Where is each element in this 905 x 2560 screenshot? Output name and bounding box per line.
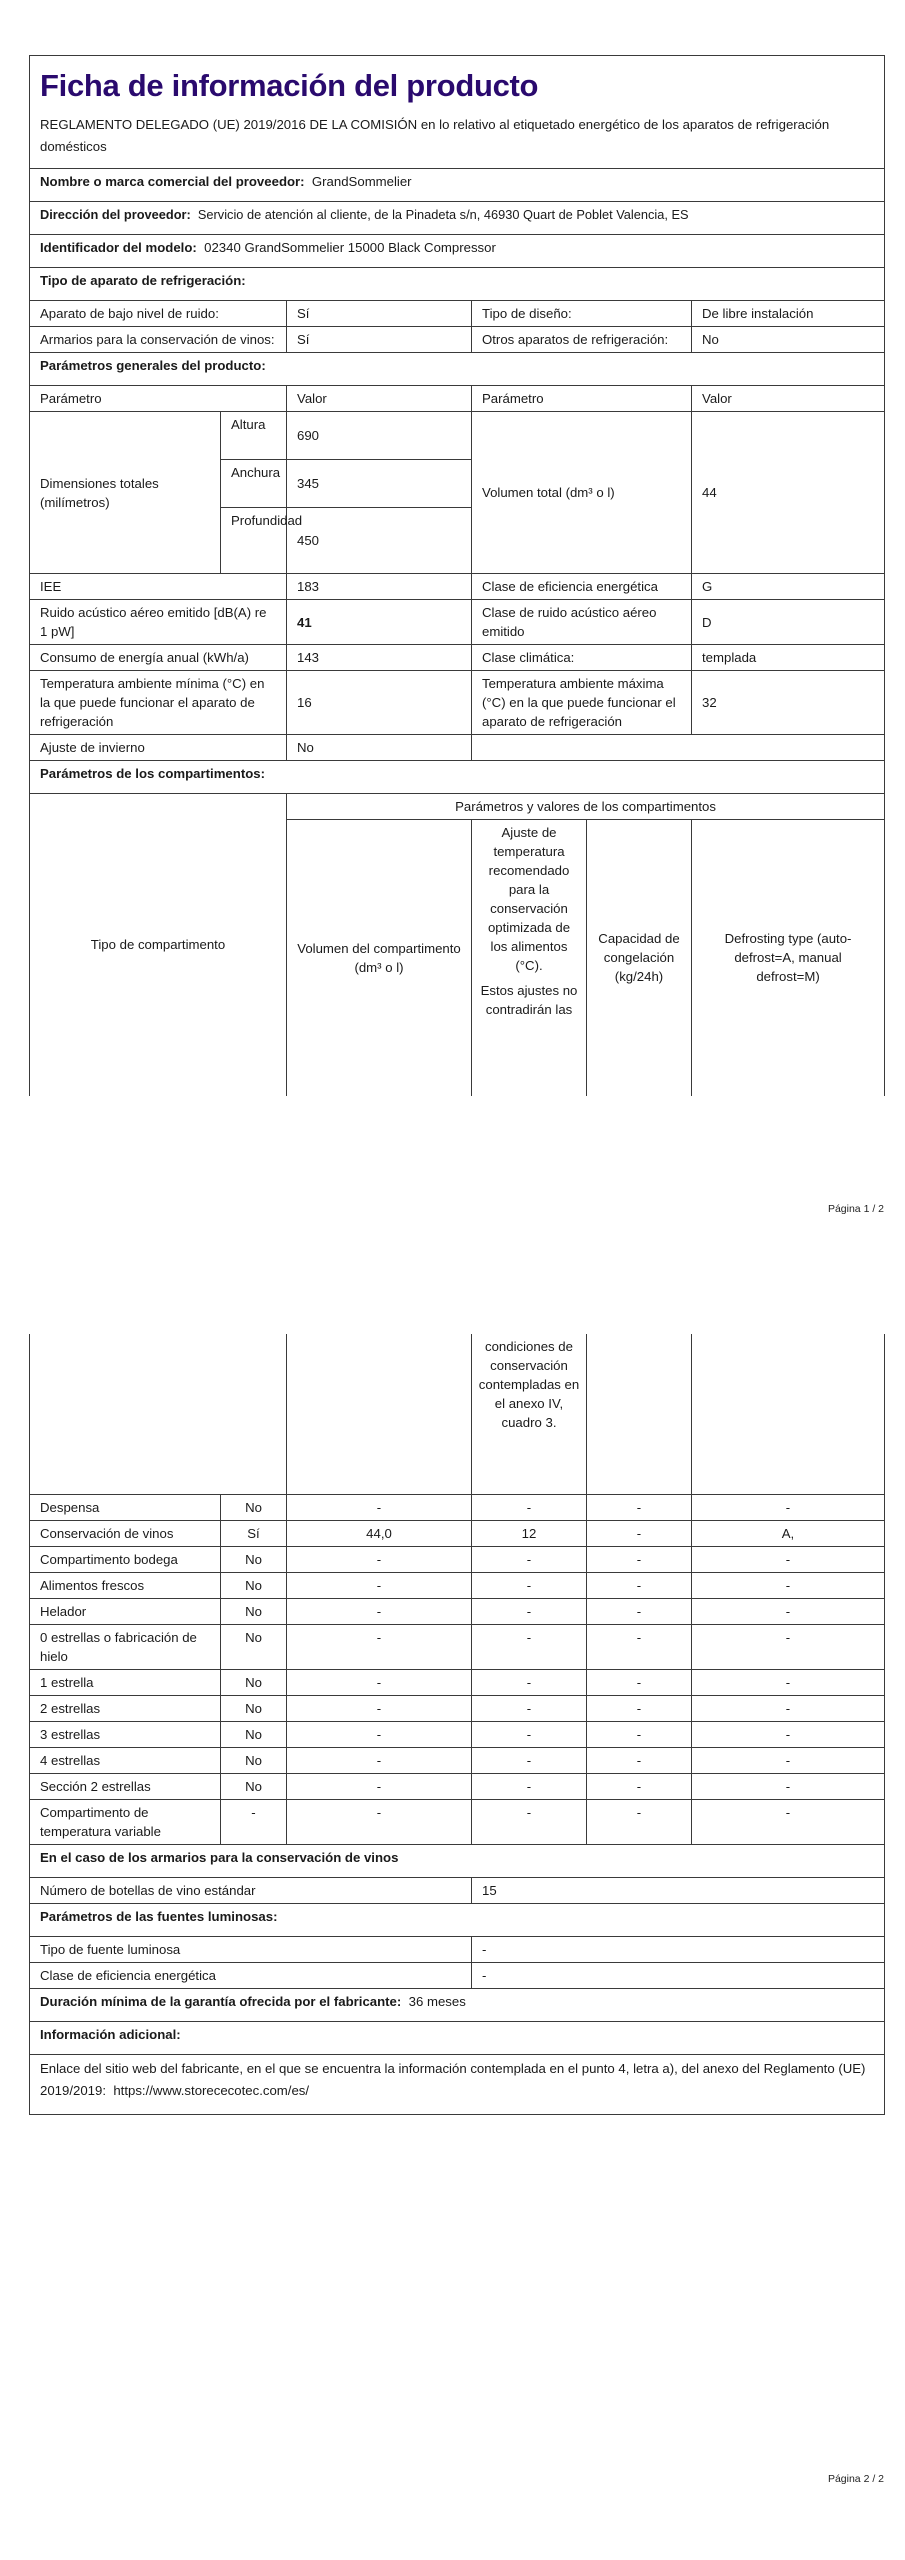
wine-heading: En el caso de los armarios para la conservación de vinos xyxy=(30,1844,885,1877)
warranty-value: 36 meses xyxy=(408,1993,466,2009)
supplier-name-cell xyxy=(30,169,885,202)
compartment-present: No xyxy=(221,1624,287,1669)
compartment-row xyxy=(30,1624,885,1669)
warranty-label: Duración mínima de la garantía ofrecida por el fabricante: xyxy=(40,1993,402,2009)
col-volume-header-cont xyxy=(287,1334,472,1494)
dimensions-label: Dimensiones totales (milímetros) xyxy=(30,412,221,574)
iee-value: 183 xyxy=(287,574,472,600)
model-label: Identificador del modelo: xyxy=(40,240,197,255)
supplier-address-row xyxy=(30,202,885,235)
bottles-row xyxy=(30,1877,885,1903)
model-cell xyxy=(30,235,885,268)
compartment-present: No xyxy=(221,1773,287,1799)
supplier-address-cell xyxy=(30,202,885,235)
compartment-temp: - xyxy=(472,1598,587,1624)
compartment-present: No xyxy=(221,1747,287,1773)
compartment-volume: - xyxy=(287,1624,472,1669)
light-type-row xyxy=(30,1936,885,1962)
compartment-defrost: - xyxy=(692,1695,885,1721)
compartment-volume: - xyxy=(287,1546,472,1572)
additional-heading: Información adicional: xyxy=(30,2021,885,2054)
eff-class-label: Clase de eficiencia energética xyxy=(472,574,692,600)
product-info-table-page1 xyxy=(29,55,885,1096)
compartment-name: Despensa xyxy=(30,1494,221,1520)
compartment-row xyxy=(30,1598,885,1624)
warranty-row xyxy=(30,1988,885,2021)
additional-heading-row xyxy=(30,2021,885,2054)
compartment-row xyxy=(30,1669,885,1695)
compartment-volume: - xyxy=(287,1494,472,1520)
compartment-capacity: - xyxy=(587,1695,692,1721)
compartment-defrost: - xyxy=(692,1494,885,1520)
page-1 xyxy=(0,0,905,1230)
compartments-group-header-row xyxy=(30,794,885,820)
compartment-capacity: - xyxy=(587,1520,692,1546)
compartment-temp: - xyxy=(472,1799,587,1844)
volume-label: Volumen total (dm³ o l) xyxy=(472,412,692,574)
compartment-capacity: - xyxy=(587,1572,692,1598)
tmax-value: 32 xyxy=(692,671,885,735)
compartment-present: No xyxy=(221,1721,287,1747)
col-capacity-header: Capacidad de congelación (kg/24h) xyxy=(587,820,692,1096)
compartment-present: No xyxy=(221,1572,287,1598)
tmax-label: Temperatura ambiente máxima (°C) en la que puede funcionar el aparato de refrigeración xyxy=(472,671,692,735)
page-number-2: Página 2 / 2 xyxy=(827,2473,884,2485)
compartment-defrost: - xyxy=(692,1669,885,1695)
supplier-name-label: Nombre o marca comercial del proveedor: xyxy=(40,174,305,189)
general-heading: Parámetros generales del producto: xyxy=(30,353,885,386)
compartment-defrost: - xyxy=(692,1773,885,1799)
col-capacity-header-cont xyxy=(587,1334,692,1494)
general-columns-row xyxy=(30,386,885,412)
depth-value: 450 xyxy=(287,508,472,574)
product-info-table-page2 xyxy=(29,1334,885,2115)
page-number-1: Página 1 / 2 xyxy=(827,1203,884,1215)
compartment-temp: - xyxy=(472,1624,587,1669)
light-heading-row xyxy=(30,1903,885,1936)
compartment-name: Compartimento de temperatura variable xyxy=(30,1799,221,1844)
compartment-defrost: - xyxy=(692,1721,885,1747)
dimension-height-row xyxy=(30,412,885,460)
compartment-present: No xyxy=(221,1669,287,1695)
compartment-capacity: - xyxy=(587,1773,692,1799)
compartment-name: Helador xyxy=(30,1598,221,1624)
low-noise-row xyxy=(30,301,885,327)
width-label: Anchura xyxy=(221,460,287,508)
compartment-defrost: A, xyxy=(692,1520,885,1546)
compartment-row xyxy=(30,1799,885,1844)
noise-row xyxy=(30,600,885,645)
low-noise-value: Sí xyxy=(287,301,472,327)
warranty-cell xyxy=(30,1988,885,2021)
compartment-name: 2 estrellas xyxy=(30,1695,221,1721)
light-type-value: - xyxy=(472,1936,885,1962)
compartment-capacity: - xyxy=(587,1546,692,1572)
compartment-defrost: - xyxy=(692,1747,885,1773)
compartment-capacity: - xyxy=(587,1624,692,1669)
noise-value: 41 xyxy=(287,600,472,645)
wine-value: Sí xyxy=(287,327,472,353)
compartment-volume: - xyxy=(287,1773,472,1799)
energy-value: 143 xyxy=(287,645,472,671)
document-title: Ficha de información del producto xyxy=(40,68,539,103)
wine-heading-row xyxy=(30,1844,885,1877)
col-volume-header: Volumen del compartimento (dm³ o l) xyxy=(287,820,472,1096)
compartment-volume: - xyxy=(287,1799,472,1844)
additional-text-cell xyxy=(30,2054,885,2114)
appliance-type-heading-row xyxy=(30,268,885,301)
compartments-columns-continued-row xyxy=(30,1334,885,1494)
col-temp-header-cont: condiciones de conservación contempladas en el anexo IV, cuadro 3. xyxy=(472,1334,587,1494)
document-subtitle: REGLAMENTO DELEGADO (UE) 2019/2016 DE LA COMISIÓN en lo relativo al etiquetado energético de los aparatos de refrigeración domésticos xyxy=(40,117,830,154)
bottles-label: Número de botellas de vino estándar xyxy=(30,1877,472,1903)
compartment-present: No xyxy=(221,1598,287,1624)
compartment-temp: - xyxy=(472,1695,587,1721)
compartment-name: Sección 2 estrellas xyxy=(30,1773,221,1799)
bottles-value: 15 xyxy=(472,1877,885,1903)
compartment-temp: - xyxy=(472,1773,587,1799)
compartment-name: Compartimento bodega xyxy=(30,1546,221,1572)
design-value: De libre instalación xyxy=(692,301,885,327)
compartment-capacity: - xyxy=(587,1494,692,1520)
compartment-volume: - xyxy=(287,1669,472,1695)
supplier-address-value: Servicio de atención al cliente, de la Pinadeta s/n, 46930 Quart de Poblet Valencia, ES xyxy=(197,207,689,222)
compartment-present: - xyxy=(221,1799,287,1844)
height-label: Altura xyxy=(221,412,287,460)
supplier-name-value: GrandSommelier xyxy=(311,174,412,189)
tmin-label: Temperatura ambiente mínima (°C) en la que puede funcionar el aparato de refrigeración xyxy=(30,671,287,735)
height-value: 690 xyxy=(287,412,472,460)
col-defrost-header: Defrosting type (auto-defrost=A, manual defrost=M) xyxy=(692,820,885,1096)
other-label: Otros aparatos de refrigeración: xyxy=(472,327,692,353)
compartment-present: Sí xyxy=(221,1520,287,1546)
compartment-capacity: - xyxy=(587,1721,692,1747)
compartment-name: 3 estrellas xyxy=(30,1721,221,1747)
compartment-volume: - xyxy=(287,1721,472,1747)
compartment-defrost: - xyxy=(692,1799,885,1844)
light-class-label: Clase de eficiencia energética xyxy=(30,1962,472,1988)
compartment-volume: - xyxy=(287,1747,472,1773)
light-class-value: - xyxy=(472,1962,885,1988)
col-temp-header xyxy=(472,820,587,1096)
compartment-present: No xyxy=(221,1695,287,1721)
col-temp-text-1: Ajuste de temperatura recomendado para la conservación optimizada de los alimentos (°C). xyxy=(487,825,571,973)
eff-class-value: G xyxy=(692,574,885,600)
compartment-rows xyxy=(30,1494,885,1844)
page-2 xyxy=(0,1230,905,2560)
winter-value: No xyxy=(287,735,472,761)
light-heading: Parámetros de las fuentes luminosas: xyxy=(30,1903,885,1936)
compartment-temp: 12 xyxy=(472,1520,587,1546)
compartment-row xyxy=(30,1747,885,1773)
compartment-name: 0 estrellas o fabricación de hielo xyxy=(30,1624,221,1669)
noise-label: Ruido acústico aéreo emitido [dB(A) re 1 pW] xyxy=(30,600,287,645)
compartment-row xyxy=(30,1572,885,1598)
appliance-type-heading: Tipo de aparato de refrigeración: xyxy=(30,268,885,301)
iee-label: IEE xyxy=(30,574,287,600)
low-noise-label: Aparato de bajo nivel de ruido: xyxy=(30,301,287,327)
light-type-label: Tipo de fuente luminosa xyxy=(30,1936,472,1962)
compartment-capacity: - xyxy=(587,1598,692,1624)
compartment-row xyxy=(30,1695,885,1721)
tmin-value: 16 xyxy=(287,671,472,735)
compartment-capacity: - xyxy=(587,1799,692,1844)
compartment-capacity: - xyxy=(587,1747,692,1773)
col-param-header: Parámetro xyxy=(30,386,287,412)
volume-value: 44 xyxy=(692,412,885,574)
climate-label: Clase climática: xyxy=(472,645,692,671)
compartment-name: Conservación de vinos xyxy=(30,1520,221,1546)
col-value2-header: Valor xyxy=(692,386,885,412)
energy-row xyxy=(30,645,885,671)
compartment-defrost: - xyxy=(692,1624,885,1669)
compartment-defrost: - xyxy=(692,1572,885,1598)
col-defrost-header-cont xyxy=(692,1334,885,1494)
col-value-header: Valor xyxy=(287,386,472,412)
compartment-type-header: Tipo de compartimento xyxy=(30,794,287,1096)
compartment-volume: - xyxy=(287,1572,472,1598)
compartment-defrost: - xyxy=(692,1598,885,1624)
compartment-temp: - xyxy=(472,1747,587,1773)
noise-class-value: D xyxy=(692,600,885,645)
compartment-volume: - xyxy=(287,1695,472,1721)
compartment-temp: - xyxy=(472,1572,587,1598)
light-class-row xyxy=(30,1962,885,1988)
winter-label: Ajuste de invierno xyxy=(30,735,287,761)
design-label: Tipo de diseño: xyxy=(472,301,692,327)
manufacturer-link[interactable]: https://www.storececotec.com/es/ xyxy=(113,2082,310,2098)
model-value: 02340 GrandSommelier 15000 Black Compressor xyxy=(204,240,496,255)
winter-row xyxy=(30,735,885,761)
compartment-row xyxy=(30,1721,885,1747)
col-param2-header: Parámetro xyxy=(472,386,692,412)
header-cell xyxy=(30,56,885,169)
compartment-name: Alimentos frescos xyxy=(30,1572,221,1598)
compartment-present: No xyxy=(221,1546,287,1572)
temperature-row xyxy=(30,671,885,735)
compartments-heading-row xyxy=(30,761,885,794)
wine-type-row xyxy=(30,327,885,353)
compartment-temp: - xyxy=(472,1546,587,1572)
winter-empty xyxy=(472,735,885,761)
compartment-temp: - xyxy=(472,1494,587,1520)
compartments-heading: Parámetros de los compartimentos: xyxy=(30,761,885,794)
col-temp-text-2: Estos ajustes no contradirán las xyxy=(480,983,578,1017)
compartment-volume: - xyxy=(287,1598,472,1624)
compartment-name: 1 estrella xyxy=(30,1669,221,1695)
energy-label: Consumo de energía anual (kWh/a) xyxy=(30,645,287,671)
wine-label: Armarios para la conservación de vinos: xyxy=(30,327,287,353)
general-heading-row xyxy=(30,353,885,386)
compartment-row xyxy=(30,1773,885,1799)
compartment-row xyxy=(30,1494,885,1520)
compartment-temp: - xyxy=(472,1721,587,1747)
other-value: No xyxy=(692,327,885,353)
climate-value: templada xyxy=(692,645,885,671)
noise-class-label: Clase de ruido acústico aéreo emitido xyxy=(472,600,692,645)
compartment-temp: - xyxy=(472,1669,587,1695)
width-value: 345 xyxy=(287,460,472,508)
compartment-volume: 44,0 xyxy=(287,1520,472,1546)
compartment-defrost: - xyxy=(692,1546,885,1572)
compartment-capacity: - xyxy=(587,1669,692,1695)
header-row xyxy=(30,56,885,169)
supplier-address-label: Dirección del proveedor: xyxy=(40,207,191,222)
compartment-type-header-cont xyxy=(30,1334,287,1494)
compartments-group-header: Parámetros y valores de los compartimentos xyxy=(287,794,885,820)
compartment-row xyxy=(30,1520,885,1546)
compartment-name: 4 estrellas xyxy=(30,1747,221,1773)
iee-row xyxy=(30,574,885,600)
depth-label: Profundidad xyxy=(221,508,287,574)
compartment-present: No xyxy=(221,1494,287,1520)
additional-text: Enlace del sitio web del fabricante, en el que se encuentra la información contemplada en el punto 4, letra a), del anexo del Reglamento (UE) 2019/2019: xyxy=(40,2060,866,2098)
supplier-name-row xyxy=(30,169,885,202)
compartment-row xyxy=(30,1546,885,1572)
additional-text-row xyxy=(30,2054,885,2114)
model-row xyxy=(30,235,885,268)
